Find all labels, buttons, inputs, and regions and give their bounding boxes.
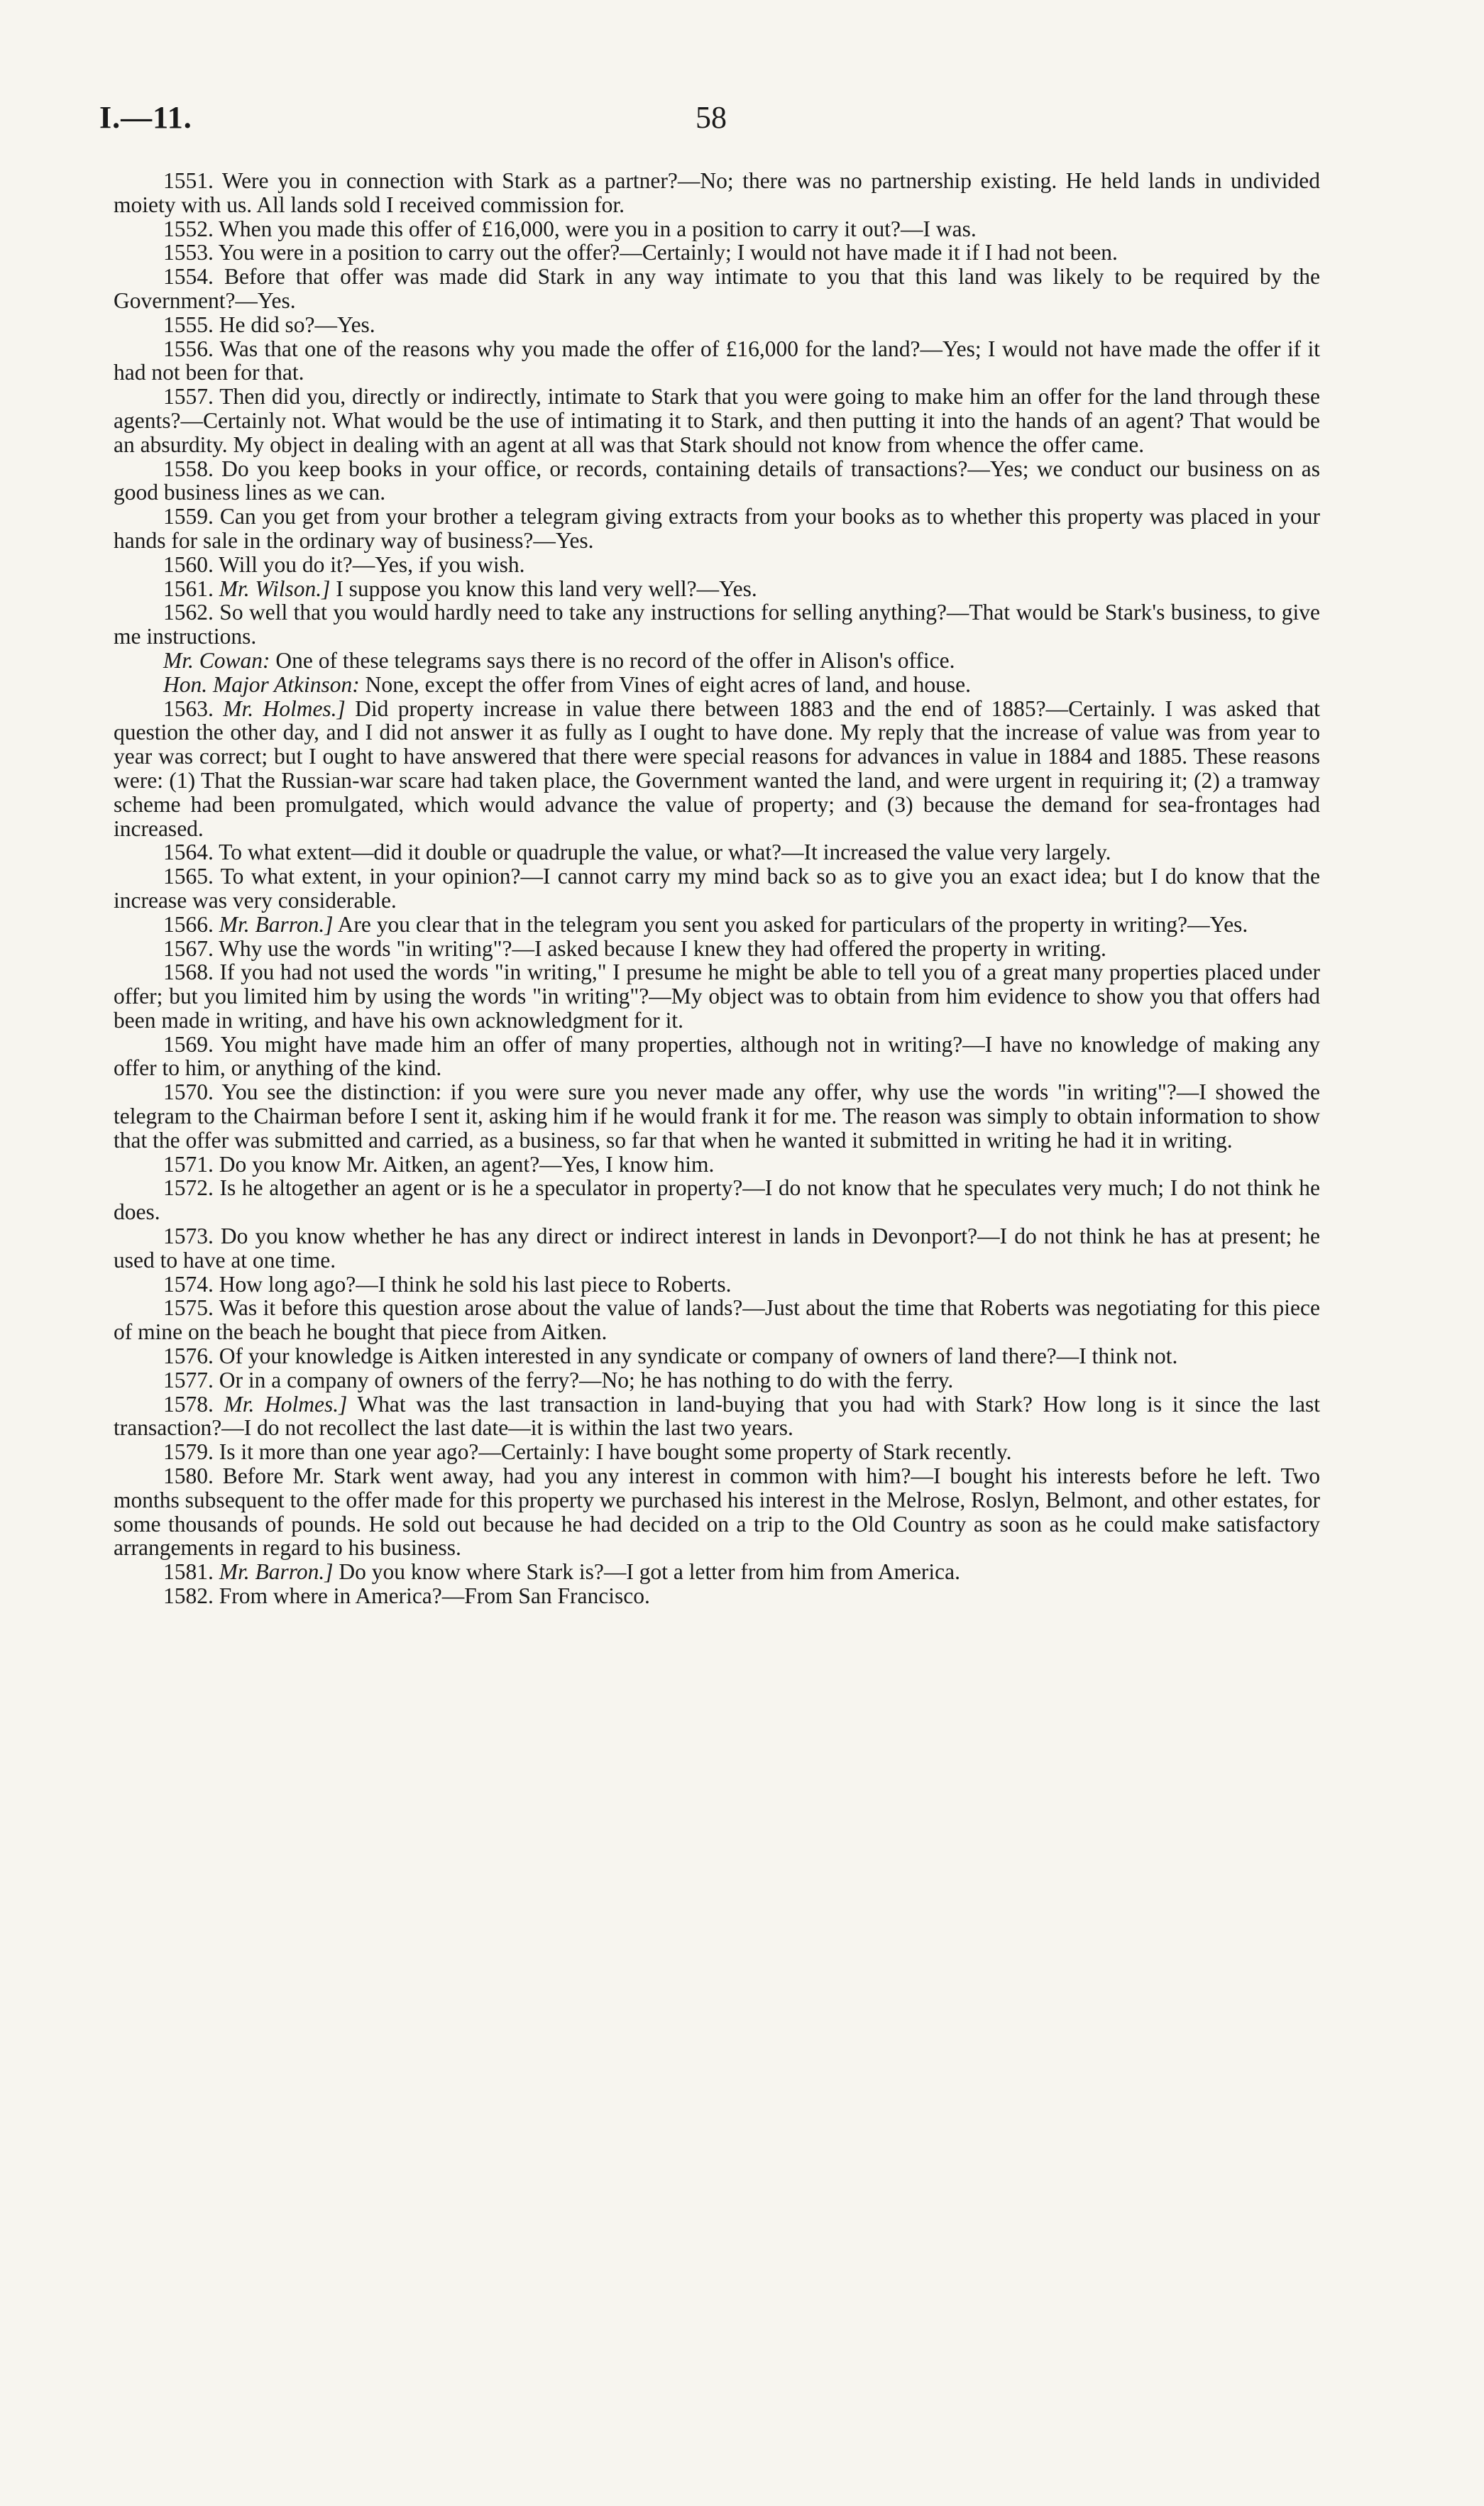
paragraph-text: What was the last transaction in land-buying that you had with Stark? How long is it since the last transaction?—I do not recollect the last date—it is within the last two years. [114,1391,1320,1441]
question-number: 1578. [163,1391,214,1417]
paragraph-text: Then did you, directly or indirectly, intimate to Stark that you were going to make him an offer for the land through these agents?—Certainly not. What would be the use of intimating it to Stark, and then putting it into the hands of an agent? That would be an absurdity. My object in dealing with an agent at all was that Stark should not know from whence the offer came. [114,384,1320,457]
question-paragraph [114,673,1320,697]
question-number: 1570. [163,1079,214,1105]
question-number: 1582. [163,1583,214,1609]
question-number: 1571. [163,1151,214,1177]
paragraph-text: How long ago?—I think he sold his last piece to Roberts. [213,1271,732,1297]
question-number: 1581. [163,1559,214,1585]
question-number: 1553. [163,240,214,265]
question-number: 1555. [163,312,214,337]
paragraph-text: You see the distinction: if you were sure you never made any offer, why use the words "in writing"?—I showed the telegram to the Chairman before I sent it, asking him if he would frank it for me. The reason was simply to obtain information to show that the offer was submitted and carried, as a business, so far that when he wanted it submitted in writing he had it in writing. [114,1079,1320,1153]
question-number: 1557. [163,384,214,410]
question-paragraph [114,913,1320,937]
question-paragraph [114,1176,1320,1224]
question-number: 1568. [163,960,214,985]
paragraph-text: Do you know where Stark is?—I got a letter from him from America. [333,1559,961,1585]
question-paragraph [114,337,1320,385]
question-paragraph [114,1584,1320,1608]
question-number: 1564. [163,840,214,865]
question-number: 1565. [163,864,214,889]
evidence-text [114,169,1320,1608]
question-paragraph [114,697,1320,841]
question-paragraph [114,505,1320,553]
question-number: 1579. [163,1439,214,1465]
question-number: 1573. [163,1224,214,1249]
paragraph-text: One of these telegrams says there is no record of the offer in Alison's office. [270,647,955,673]
paragraph-text: To what extent, in your opinion?—I cannot carry my mind back so as to give you an exact idea; but I do know that the increase was very considerable. [114,864,1320,913]
paragraph-text: Will you do it?—Yes, if you wish. [213,551,525,577]
paragraph-text: Were you in connection with Stark as a partner?—No; there was no partnership existing. He held lands in undivided moiety with us. All lands sold I received commission for. [114,168,1320,217]
paragraph-text: He did so?—Yes. [213,312,375,337]
question-number: 1569. [163,1031,214,1057]
page-header [99,99,1370,142]
question-paragraph [114,1560,1320,1584]
speaker-name: Hon. Major Atkinson: [163,671,360,697]
speaker-name: Mr. Wilson.] [219,576,331,601]
speaker-name: Mr. Barron.] [219,911,334,937]
paragraph-text: Why use the words "in writing"?—I asked because I knew they had offered the property in writing. [213,935,1106,961]
question-paragraph [114,864,1320,913]
question-number: 1558. [163,456,214,481]
question-paragraph [114,1440,1320,1464]
paragraph-text: Or in a company of owners of the ferry?—No; he has nothing to do with the ferry. [213,1367,954,1392]
paragraph-text: Is he altogether an agent or is he a speculator in property?—I do not know that he speculates very much; I do not think he does. [114,1175,1320,1225]
question-number: 1575. [163,1295,214,1321]
paragraph-text: Is it more than one year ago?—Certainly: I have bought some property of Stark recently. [213,1439,1012,1465]
paragraph-text: Before Mr. Stark went away, had you any interest in common with him?—I bought his interests before he left. Two months subsequent to the offer made for this property we purchased his interest in the Melrose, Roslyn, Belmont, and other estates, for some thousands of pounds. He sold out because he had decided on a trip to the Old Country as soon as he could make satisfactory arrangements in regard to his business. [114,1463,1320,1561]
question-number: 1563. [163,696,214,721]
paragraph-text: Of your knowledge is Aitken interested in any syndicate or company of owners of land there?—I think not. [213,1343,1178,1369]
paragraph-text: Was that one of the reasons why you made the offer of £16,000 for the land?—Yes; I would not have made the offer if it had not been for that. [114,336,1320,385]
question-paragraph [114,1392,1320,1441]
paragraph-text: Do you keep books in your office, or records, containing details of transactions?—Yes; we conduct our business on as good business lines as we can. [114,456,1320,505]
question-number: 1552. [163,216,214,241]
page-number: 58 [696,100,727,135]
question-number: 1561. [163,576,214,601]
question-paragraph [114,1344,1320,1368]
question-paragraph [114,1273,1320,1297]
question-paragraph [114,1033,1320,1081]
question-paragraph [114,577,1320,601]
question-paragraph [114,241,1320,265]
question-paragraph [114,1153,1320,1177]
question-number: 1580. [163,1463,214,1489]
document-reference: I.—11. [99,100,192,135]
paragraph-text: Did property increase in value there between 1883 and the end of 1885?—Certainly. I was asked that question the other day, and I did not answer it as fully as I ought to have done. My reply that the increase of value was from year to year was correct; but I ought to have answered that there were special reasons for advances in value in 1884 and 1885. These reasons were: (1) That the Russian-war scare had taken place, the Government wanted the land, and were urgent in requiring it; (2) a tramway scheme had been promulgated, which would advance the value of property; and (3) because the demand for sea-frontages had increased. [114,696,1320,841]
paragraph-text: From where in America?—From San Francisco. [213,1583,650,1609]
question-number: 1559. [163,504,214,529]
paragraph-text: So well that you would hardly need to take any instructions for selling anything?—That would be Stark's business, to give me instructions. [114,600,1320,649]
question-paragraph [114,385,1320,456]
question-paragraph [114,217,1320,241]
speaker-name: Mr. Holmes.] [224,1391,348,1417]
question-paragraph [114,313,1320,337]
question-number: 1572. [163,1175,214,1201]
paragraph-text: Can you get from your brother a telegram giving extracts from your books as to whether this property was placed in your hands for sale in the ordinary way of business?—Yes. [114,504,1320,553]
question-paragraph [114,553,1320,577]
question-paragraph [114,1296,1320,1344]
question-number: 1576. [163,1343,214,1369]
question-number: 1554. [163,264,214,290]
question-paragraph [114,960,1320,1032]
paragraph-text: You were in a position to carry out the offer?—Certainly; I would not have made it if I had not been. [213,240,1118,265]
question-number: 1551. [163,168,214,193]
question-paragraph [114,1224,1320,1273]
question-paragraph [114,600,1320,649]
speaker-name: Mr. Holmes.] [223,696,346,721]
question-paragraph [114,265,1320,313]
speaker-name: Mr. Cowan: [163,647,270,673]
question-paragraph [114,1368,1320,1392]
paragraph-text: I suppose you know this land very well?—Yes. [330,576,757,601]
question-paragraph [114,840,1320,864]
question-paragraph [114,1464,1320,1560]
question-paragraph [114,169,1320,217]
paragraph-text: If you had not used the words "in writing," I presume he might be able to tell you of a great many properties placed under offer; but you limited him by using the words "in writing"?—My object was to obtain from him evidence to show you that offers had been made in writing, and have his own acknowledgment for it. [114,960,1320,1033]
question-paragraph [114,649,1320,673]
question-paragraph [114,937,1320,961]
paragraph-text: Before that offer was made did Stark in any way intimate to you that this land was likely to be required by the Government?—Yes. [114,264,1320,313]
question-number: 1566. [163,911,214,937]
paragraph-text: You might have made him an offer of many properties, although not in writing?—I have no knowledge of making any offer to him, or anything of the kind. [114,1031,1320,1081]
question-paragraph [114,1080,1320,1152]
question-number: 1567. [163,935,214,961]
question-number: 1556. [163,336,214,361]
speaker-name: Mr. Barron.] [219,1559,334,1585]
question-number: 1562. [163,600,214,625]
paragraph-text: To what extent—did it double or quadruple the value, or what?—It increased the value very largely. [213,840,1111,865]
question-number: 1574. [163,1271,214,1297]
paragraph-text: When you made this offer of £16,000, were you in a position to carry it out?—I was. [213,216,977,241]
paragraph-text: Do you know whether he has any direct or indirect interest in lands in Devonport?—I do not think he has at present; he used to have at one time. [114,1224,1320,1273]
paragraph-text: Was it before this question arose about the value of lands?—Just about the time that Roberts was negotiating for this piece of mine on the beach he bought that piece from Aitken. [114,1295,1320,1345]
paragraph-text: Do you know Mr. Aitken, an agent?—Yes, I know him. [213,1151,715,1177]
paragraph-text: Are you clear that in the telegram you sent you asked for particulars of the property in writing?—Yes. [333,911,1248,937]
question-number: 1560. [163,551,214,577]
paragraph-text: None, except the offer from Vines of eight acres of land, and house. [359,671,971,697]
question-number: 1577. [163,1367,214,1392]
question-paragraph [114,457,1320,505]
